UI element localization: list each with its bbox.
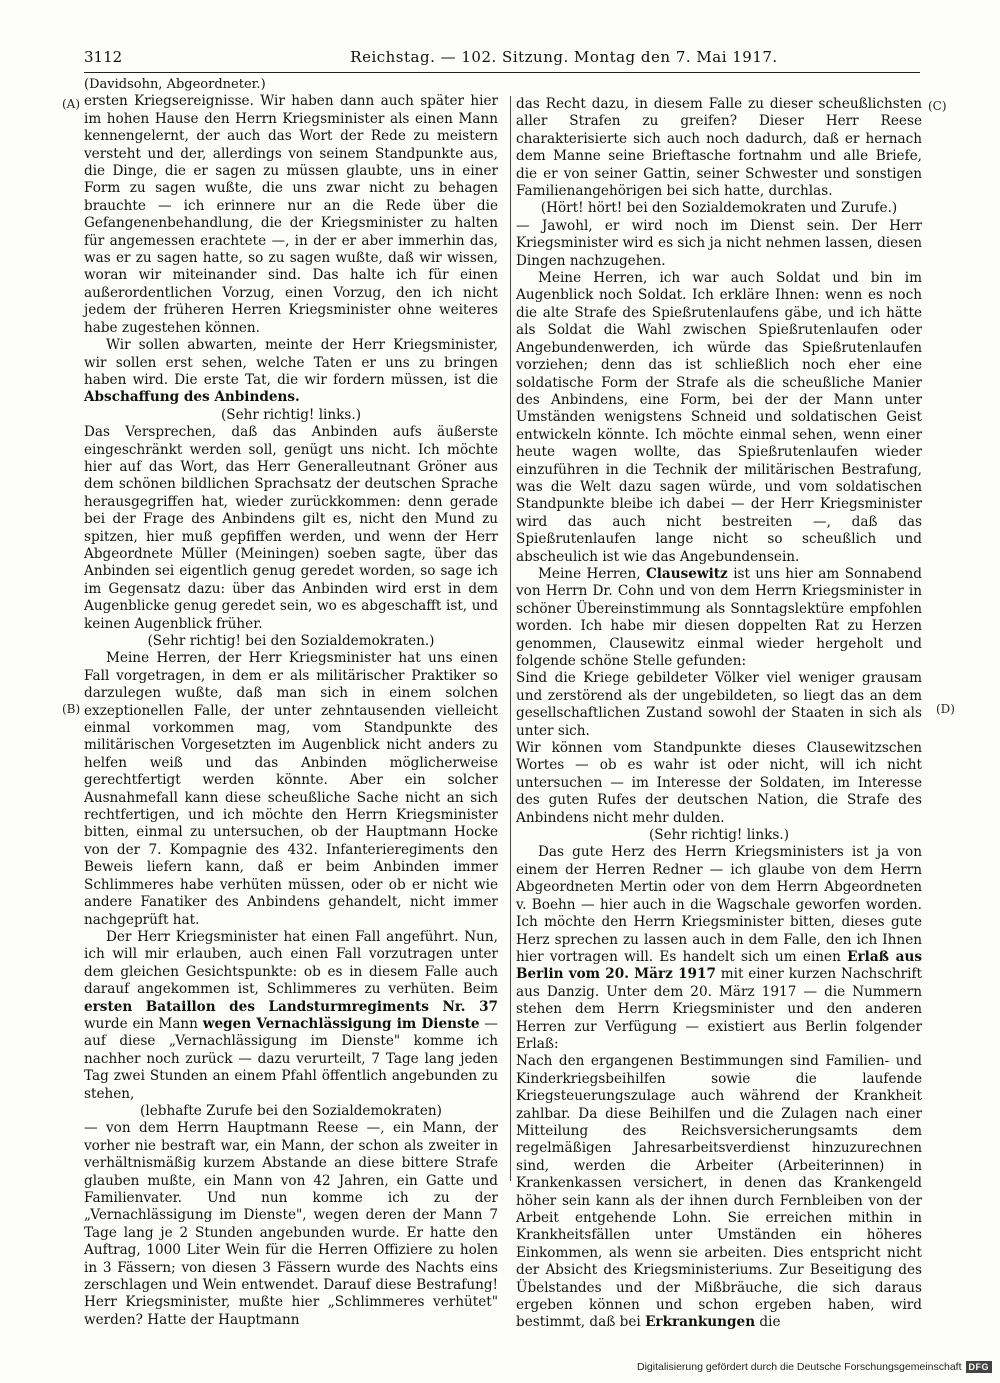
interjection: (lebhafte Zurufe bei den Sozialdemokraten) <box>140 1102 442 1119</box>
margin-marker-c: (C) <box>928 99 947 113</box>
bold-phrase: Erkrankungen <box>645 1314 756 1331</box>
paragraph: — von dem Herrn Hauptmann Reese —, ein Mann, der vorher nie bestraft war, ein Mann, der schon als zweiter in verhältnismäßig kurzem Abstande an diese bittere Strafe glauben mußte, ein Mann von 42 Jahren, ein Gatte und Familienvater. Und nun komme ich zu der „Vernachlässigung im Dienste", wegen deren der Mann 7 Tage lang je 2 Stunden angebunden wurde. Er hatte den Auftrag, 1000 Liter Wein für die Herren Offiziere zu holen in 3 Fässern; von diesen 3 Fässern wurde des Nachts eins zerschlagen und Wein entwendet. Darauf diese Bestrafung! Herr Kriegsminister, mußte hier „Schlimmeres verhütet" werden? Hatte der Hauptmann <box>84 1120 498 1328</box>
margin-marker-b: (B) <box>62 702 81 716</box>
bold-phrase: Abschaffung des Anbindens. <box>84 389 300 406</box>
bold-phrase: ersten Bataillon des Landsturmregiments Nr. 37 <box>84 998 498 1015</box>
paragraph: Meine Herren, ich war auch Soldat und bin im Augenblick noch Soldat. Ich erkläre Ihnen: wenn es noch die alte Strafe des Spießrutenlaufens gäbe, und ich hätte als Soldat die Wahl zwischen Spießrutenlaufen oder Angebundenwerden, ich würde das Spießrutenlaufen vorziehen; denn das ist schließlich noch eher eine soldatische Form der Strafe als die scheußliche Manier des Anbindens, eine Form, bei der der Mann unter Umständen wenigstens Schneid und soldatischen Geist entwickeln könnte. Ich möchte einmal sehen, wenn einer heute wagen wollte, das Spießrutenlaufen wieder einzuführen in die Technik der militärischen Bestrafung, was die Welt dazu sagen würde, und vom soldatischen Standpunkte bleibe ich dabei — der Herr Kriegsminister wird das auch nicht bestreiten —, daß das Spießrutenlaufen lange nicht so scheußlich und abscheulich ist wie das Angebundensein. <box>516 270 922 565</box>
credit-text: Digitalisierung gefördert durch die Deutsche Forschungsgemeinschaft <box>636 1361 962 1373</box>
interjection: (Sehr richtig! bei den Sozialdemokraten.) <box>147 633 435 649</box>
left-column <box>84 76 498 1329</box>
margin-marker-a: (A) <box>62 97 81 111</box>
paragraph: Meine Herren, Clausewitz ist uns hier am Sonnabend von Herrn Dr. Cohn und von dem Herrn Kriegsminister in schöner Übereinstimmung als Sonntagslektüre empfohlen worden. Ich habe mir diesen doppelten Rat zu Herzen genommen, Clausewitz einmal wieder hergeholt und folgende schöne Stelle gefunden: <box>516 565 923 669</box>
block-quote: Nach den ergangenen Bestimmungen sind Familien- und Kinderkriegsbeihilfen sowie die laufende Kriegsteuerungszulage auch während der Krankheit zahlbar. Da diese Beihilfen und die Zulagen nach einer Mitteilung des Reichsversicherungsamts dem regelmäßigen Jahresarbeitsverdienst hinzuzurechnen sind, werden die Arbeiter (Arbeiterinnen) in Krankenkassen versichert, in denen das Krankengeld höher sein kann als der ihnen durch Fernbleiben von der Arbeit entgehende Lohn. Sie erreichen mithin in Krankheitsfällen unter Umständen ein höheres Einkommen, als wenn sie arbeiten. Dies entspricht nicht der Absicht des Kriegsministeriums. Zur Beseitigung des Übelstandes und der Mißbräuche, die sich daraus ergeben können und schon ergeben haben, wird bestimmt, daß bei Erkrankungen die <box>516 1053 922 1331</box>
page-number: 3112 <box>84 48 123 66</box>
bold-phrase: Clausewitz <box>645 565 728 582</box>
margin-marker-d: (D) <box>936 702 955 716</box>
right-column <box>516 96 922 1332</box>
paragraph: ersten Kriegsereignisse. Wir haben dann auch später hier im hohen Hause den Herrn Kriegsminister als einen Mann kennengelernt, der auch das Wort der Rede zu meistern versteht und der, allerdings von seinem Standpunkte aus, die Dinge, die er sagen zu müssen glaubte, uns in einer Form zu sagen wußte, die uns zwar nicht zu behagen brauchte — ich erinnere nur an die Rede über die Gefangenenbehandlung, die der Kriegsminister zu halten für angemessen erachtete —, in der er aber immerhin das, was er zu sagen hatte, so zu sagen wußte, daß wir wissen, woran wir miteinander sind. Das halte ich für einen außerordentlichen Vorzug, einen Vorzug, den ich nicht jedem der früheren Herren Kriegsminister ohne weiteres habe zugestehen können. <box>84 93 498 336</box>
paragraph: Meine Herren, der Herr Kriegsminister hat uns einen Fall vorgetragen, in dem er als militärischer Praktiker so darzulegen wußte, daß man sich in einem solchen exzeptionellen Falle, der unter zehntausenden vielleicht einmal vorkommen mag, vom Standpunkte des militärischen Vorgesetzten im Augenblick nicht anders zu helfen weiß und das Anbinden möglicherweise gerechtfertigt werden könnte. Aber ein solcher Ausnahmefall kann diese scheußliche Sache nicht an sich rechtfertigen, und ich möchte den Herrn Kriegsminister bitten, einmal zu untersuchen, ob der Hauptmann Hocke von der 7. Kompagnie des 432. Infanterieregiments den Beweis liefern kann, daß er beim Anbinden immer Schlimmeres habe verhüten müssen, oder ob er nicht wie andere Fanatiker des Anbindens gehandelt, nicht immer nachgeprüft hat. <box>84 650 498 928</box>
running-title: Reichstag. — 102. Sitzung. Montag den 7. Mai 1917. <box>350 48 778 66</box>
page-header <box>84 48 920 70</box>
column-divider <box>510 96 511 1181</box>
paragraph: — Jawohl, er wird noch im Dienst sein. Der Herr Kriegsminister wird es sich ja nicht nehmen lassen, diesen Dingen nachzugehen. <box>516 217 922 269</box>
digitization-credit <box>637 1361 992 1373</box>
paragraph: Der Herr Kriegsminister hat einen Fall angeführt. Nun, ich will mir erlauben, auch einen Fall vorzutragen unter dem gleichen Gesichtspunkte: ob es in diesem Falle auch darauf angekommen ist, Schlimmeres zu verhüten. Beim ersten Bataillon des Landsturmregiments Nr. 37 wurde ein Mann wegen Vernachlässigung im Dienste — auf diese „Vernachlässigung im Dienste" komme ich nachher noch zurück — dazu verurteilt, 7 Tage lang jeden Tag zwei Stunden an einem Pfahl öffentlich angebunden zu stehen, <box>84 928 498 1102</box>
speaker-label: (Davidsohn, Abgeordneter.) <box>84 77 266 92</box>
interjection: (Sehr richtig! links.) <box>220 406 362 423</box>
paragraph: Das Versprechen, daß das Anbinden aufs äußerste eingeschränkt werden soll, genügt uns nicht. Ich möchte hier auf das Wort, das Herr Generalleutnant Gröner aus dem schönen bildlichen Sprachsatz der deutschen Sprache herausgegriffen hat, wieder zurückkommen: denn gerade bei der Frage des Anbindens gilt es, nicht den Mund zu spitzen, hier muß gepfiffen werden, und wenn der Herr Abgeordnete Müller (Meiningen) soeben sagte, über das Anbinden sei eigentlich genug geredet worden, so sage ich im Gegensatz dazu: über das Anbinden wird erst in dem Augenblicke genug geredet sein, wo es abgeschafft ist, und keinen Augenblick früher. <box>84 424 498 632</box>
interjection: (Hört! hört! bei den Sozialdemokraten und Zurufe.) <box>540 200 898 217</box>
dfg-logo: DFG <box>966 1361 993 1373</box>
bold-phrase: Erlaß aus Berlin vom 20. März 1917 <box>516 948 922 983</box>
header-rule <box>84 72 920 73</box>
block-quote: Sind die Kriege gebildeter Völker viel weniger grausam und zerstörend als der ungebildeten, so liegt das an dem gesellschaftlichen Zustand sowohl der Staaten in sich als unter sich. <box>516 670 922 739</box>
paragraph: Wir können vom Standpunkte dieses Clausewitzschen Wortes — ob es wahr ist oder nicht, will ich nicht untersuchen — im Interesse der Soldaten, im Interesse des guten Rufes der deutschen Nation, die Strafe des Anbindens nicht mehr dulden. <box>516 740 922 826</box>
paragraph: Das gute Herz des Herrn Kriegsministers ist ja von einem der Herren Redner — ich glaube von dem Herrn Abgeordneten Mertin oder von dem Herrn Abgeordneten v. Boehn — hier auch in die Wagschale geworfen worden. Ich möchte den Herrn Kriegsminister bitten, dieses gute Herz sprechen zu lassen auch in dem Falle, den ich Ihnen hier vortragen will. Es handelt sich um einen Erlaß aus Berlin vom 20. März 1917 mit einer kurzen Nachschrift aus Danzig. Unter dem 20. März 1917 — die Nummern stehen dem Herrn Kriegsminister und den anderen Herren zur Verfügung — existiert aus Berlin folgender Erlaß: <box>516 844 922 1052</box>
bold-phrase: wegen Vernachlässigung im Dienste <box>202 1015 480 1032</box>
paragraph: das Recht dazu, in diesem Falle zu dieser scheußlichsten aller Strafen zu greifen? Dieser Herr Reese charakterisierte sich auch noch dadurch, daß er hernach dem Manne seine Brieftasche fortnahm und alle Briefe, die er von seiner Gattin, seiner Schwester und sonstigen Familienangehörigen bei sich hatte, durchlas. <box>516 96 922 200</box>
paragraph: Wir sollen abwarten, meinte der Herr Kriegsminister, wir sollen erst sehen, welche Taten er uns zu bringen haben wird. Die erste Tat, die wir fordern müssen, ist die Abschaffung des Anbindens. <box>84 337 498 406</box>
interjection: (Sehr richtig! links.) <box>648 827 790 844</box>
